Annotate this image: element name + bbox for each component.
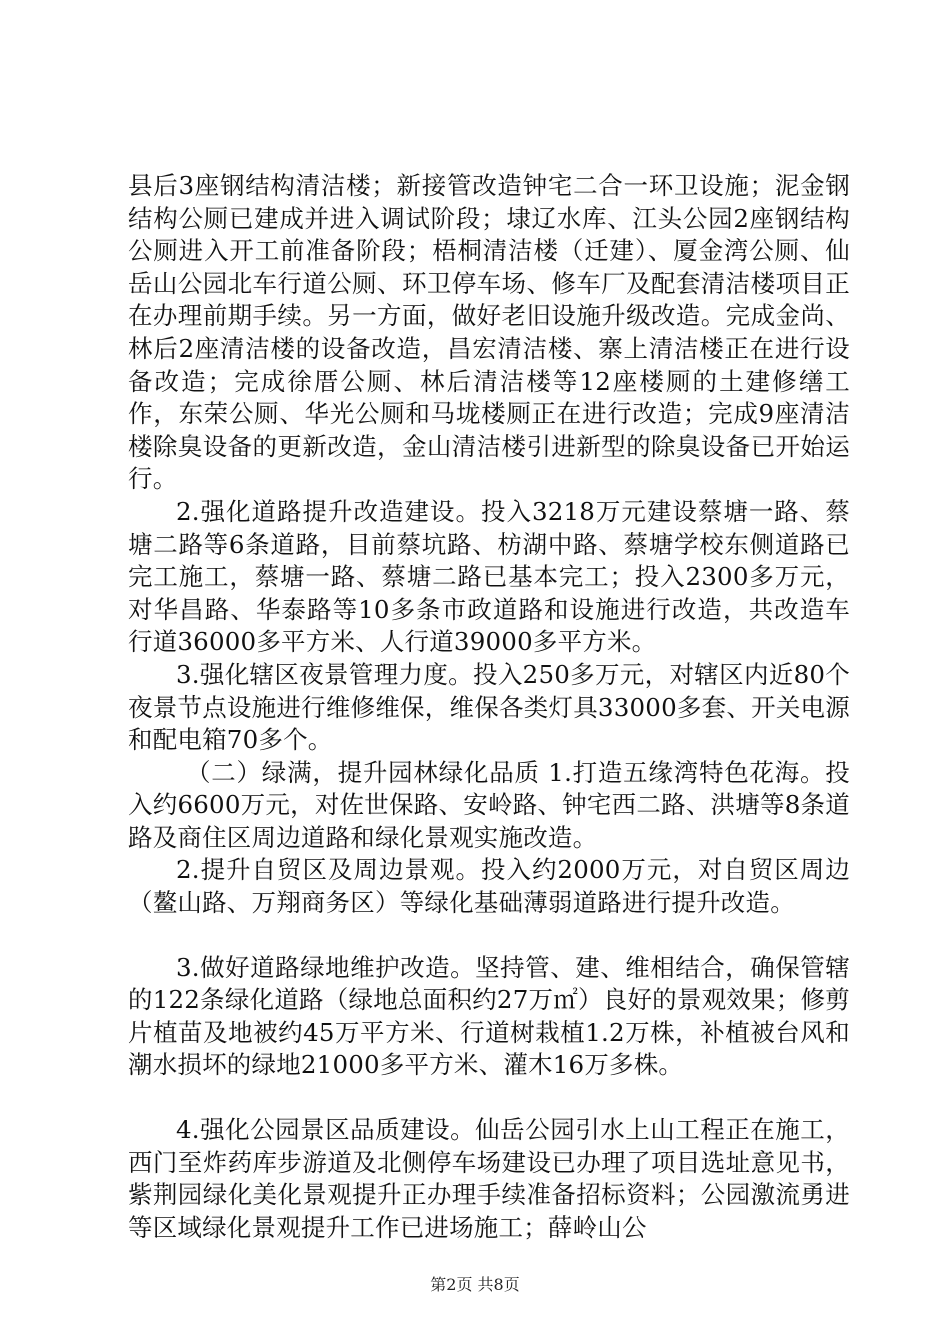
- paragraph-green-section-heading: （二）绿满，提升园林绿化品质 1.打造五缘湾特色花海。投入约6600万元，对佐世保路、安岭路、钟宅西二路、洪塘等8条道路及商住区周边道路和绿化景观实施改造。: [128, 757, 850, 852]
- paragraph-road-upgrade: 2.强化道路提升改造建设。投入3218万元建设蔡塘一路、蔡塘二路等6条道路，目前蔡坑路、枋湖中路、蔡塘学校东侧道路已完工施工，蔡塘一路、蔡塘二路已基本完工；投入2300多万元，对华昌路、华泰路等10多条市政道路和设施进行改造，共改造车行道36000多平方米、人行道39000多平方米。: [128, 496, 850, 657]
- document-body: [128, 170, 850, 1244]
- paragraph-park-quality: 4.强化公园景区品质建设。仙岳公园引水上山工程正在施工，西门至炸药库步游道及北侧停车场建设已办理了项目选址意见书，紫荆园绿化美化景观提升正办理手续准备招标资料；公园激流勇进等区域绿化景观提升工作已进场施工；薛岭山公: [128, 1115, 850, 1242]
- page-number-footer: 第2页 共8页: [430, 1275, 520, 1294]
- paragraph-road-greenbelt: 3.做好道路绿地维护改造。坚持管、建、维相结合，确保管辖的122条绿化道路（绿地总面积约27万㎡）良好的景观效果；修剪片植苗及地被约45万平方米、行道树栽植1.2万株，补植被台风和潮水损坏的绿地21000多平方米、灌木16万多株。: [128, 952, 850, 1080]
- paragraph-night-lighting: 3.强化辖区夜景管理力度。投入250多万元，对辖区内近80个夜景节点设施进行维修维保，维保各类灯具33000多套、开关电源和配电箱70多个。: [128, 659, 850, 755]
- paragraph-free-trade-zone: 2.提升自贸区及周边景观。投入约2000万元，对自贸区周边（鳌山路、万翔商务区）等绿化基础薄弱道路进行提升改造。: [128, 855, 850, 918]
- paragraph-sanitation-facilities: 县后3座钢结构清洁楼；新接管改造钟宅二合一环卫设施；泥金钢结构公厕已建成并进入调试阶段；埭辽水库、江头公园2座钢结构公厕进入开工前准备阶段；梧桐清洁楼（迁建）、厦金湾公厕、仙岳山公园北车行道公厕、环卫停车场、修车厂及配套清洁楼项目正在办理前期手续。另一方面，做好老旧设施升级改造。完成金尚、林后2座清洁楼的设备改造，昌宏清洁楼、寨上清洁楼正在进行设备改造；完成徐厝公厕、林后清洁楼等12座楼厕的土建修缮工作，东荣公厕、华光公厕和马垅楼厕正在进行改造；完成9座清洁楼除臭设备的更新改造，金山清洁楼引进新型的除臭设备已开始运行。: [128, 171, 850, 494]
